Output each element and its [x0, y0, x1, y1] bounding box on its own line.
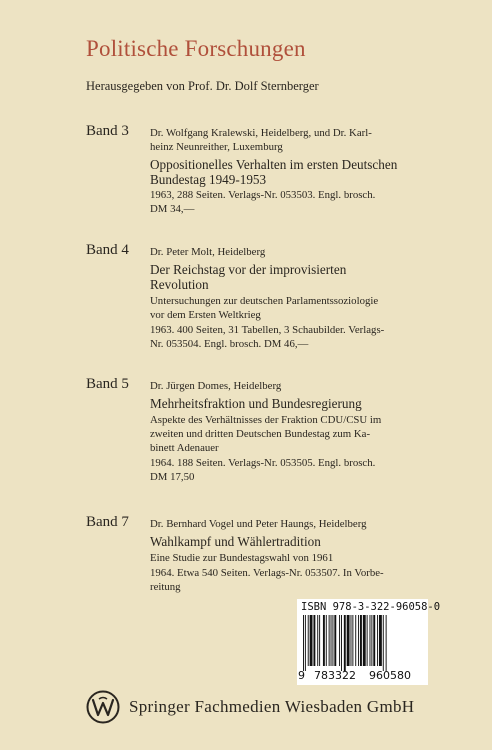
volume-publication-info-line: DM 17,50 — [150, 471, 195, 483]
volume-subtitle-line: Untersuchungen zur deutschen Parlamentssoziologie — [150, 295, 379, 307]
volume-publication-info — [150, 323, 426, 351]
barcode-bar — [319, 615, 320, 666]
barcode-bar — [303, 615, 304, 671]
barcode-bar — [363, 615, 366, 666]
volume-author-line: heinz Neunreither, Luxemburg — [150, 141, 283, 153]
volume-publication-info-line: 1964. Etwa 540 Seiten. Verlags-Nr. 053507. In Vorbe- — [150, 567, 384, 579]
volume-author — [150, 245, 426, 259]
volume-title — [150, 396, 426, 411]
barcode-bar — [377, 615, 378, 666]
barcode-digit-left: 783322 — [314, 669, 356, 682]
barcode-bar — [326, 615, 327, 666]
volume-publication-info-line: 1964. 188 Seiten. Verlags-Nr. 053505. Engl. brosch. — [150, 457, 376, 469]
barcode-digit-right: 960580 — [369, 669, 411, 682]
barcode-bar — [332, 615, 333, 666]
volume-label: Band 5 — [86, 376, 129, 392]
volume-title — [150, 534, 426, 549]
barcode-bars — [303, 615, 422, 671]
volume-details — [150, 379, 426, 484]
publisher-row — [86, 690, 446, 724]
barcode-bar — [373, 615, 375, 666]
volume-title-line: Revolution — [150, 277, 209, 292]
volume-author-line: Dr. Wolfgang Kralewski, Heidelberg, und Dr. Karl- — [150, 127, 372, 139]
barcode-bar — [317, 615, 318, 666]
volume-publication-info — [150, 188, 426, 216]
barcode-bar — [341, 615, 342, 671]
volume-subtitle-line: binett Adenauer — [150, 442, 219, 454]
volume-subtitle-line: Aspekte des Verhältnisses der Fraktion CDU/CSU im — [150, 414, 382, 426]
volume-title-line: Wahlkampf und Wählertradition — [150, 534, 321, 549]
barcode-bar — [352, 615, 353, 666]
volume-title — [150, 262, 426, 292]
barcode-bar — [358, 615, 359, 666]
volume-title-line: Oppositionelles Verhalten im ersten Deutschen — [150, 157, 398, 172]
isbn-label: ISBN 978-3-322-96058-0 — [301, 601, 441, 613]
barcode-bar — [367, 615, 368, 666]
volume-subtitle — [150, 413, 426, 455]
isbn-barcode — [297, 599, 441, 685]
volume-author — [150, 126, 426, 154]
volume-subtitle-line: zweiten und dritten Deutschen Bundestag zum Ka- — [150, 428, 371, 440]
volume-author — [150, 379, 426, 393]
series-title: Politische Forschungen — [86, 36, 306, 61]
barcode-digit-prefix: 9 — [298, 669, 305, 682]
volume-details — [150, 245, 426, 351]
barcode-bar — [383, 615, 384, 671]
barcode-bar — [339, 615, 340, 666]
volume-title-line: Bundestag 1949-1953 — [150, 172, 267, 187]
volume-publication-info — [150, 566, 426, 594]
volume-subtitle — [150, 551, 426, 565]
barcode-bar — [313, 615, 315, 666]
barcode-bar — [308, 615, 309, 666]
volume-publication-info — [150, 456, 426, 484]
volume-label: Band 7 — [86, 514, 129, 530]
barcode-bar — [305, 615, 306, 671]
volume-author-line: Dr. Peter Molt, Heidelberg — [150, 246, 266, 258]
barcode-bar — [370, 615, 371, 666]
barcode-bar — [386, 615, 387, 671]
volume-label: Band 3 — [86, 123, 129, 139]
volume-author — [150, 517, 426, 531]
volume-publication-info-line: reitung — [150, 581, 181, 593]
barcode-bar — [371, 615, 372, 666]
volume-author-line: Dr. Jürgen Domes, Heidelberg — [150, 380, 282, 392]
barcode-bar — [379, 615, 382, 666]
volume-subtitle-line: Eine Studie zur Bundestagswahl von 1961 — [150, 552, 334, 564]
barcode-bar — [331, 615, 332, 666]
barcode-bar — [310, 615, 313, 666]
barcode-bar — [355, 615, 356, 666]
volume-details — [150, 517, 426, 594]
volume-publication-info-line: 1963, 288 Seiten. Verlags-Nr. 053503. Engl. brosch. — [150, 189, 376, 201]
barcode-bar — [360, 615, 362, 666]
springer-knight-logo-icon — [86, 690, 120, 724]
volume-publication-info-line: DM 34,— — [150, 203, 195, 215]
barcode-bar — [351, 615, 352, 666]
volume-publication-info-line: Nr. 053504. Engl. brosch. DM 46,— — [150, 338, 309, 350]
volume-title — [150, 157, 426, 187]
volume-title-line: Mehrheitsfraktion und Bundesregierung — [150, 396, 362, 411]
volume-publication-info-line: 1963. 400 Seiten, 31 Tabellen, 3 Schaubilder. Verlags- — [150, 324, 385, 336]
volume-title-line: Der Reichstag vor der improvisierten — [150, 262, 347, 277]
volume-label: Band 4 — [86, 242, 129, 258]
publisher-name: Springer Fachmedien Wiesbaden GmbH — [129, 697, 415, 716]
barcode-bar — [334, 615, 336, 666]
barcode-bar — [344, 615, 346, 671]
barcode-bar — [323, 615, 325, 666]
volume-details — [150, 126, 426, 216]
barcode-bar — [347, 615, 350, 666]
series-editor: Herausgegeben von Prof. Dr. Dolf Sternberger — [86, 79, 319, 93]
barcode-bar — [329, 615, 330, 666]
volume-author-line: Dr. Bernhard Vogel und Peter Haungs, Heidelberg — [150, 518, 367, 530]
volume-subtitle-line: vor dem Ersten Weltkrieg — [150, 309, 261, 321]
volume-subtitle — [150, 294, 426, 322]
